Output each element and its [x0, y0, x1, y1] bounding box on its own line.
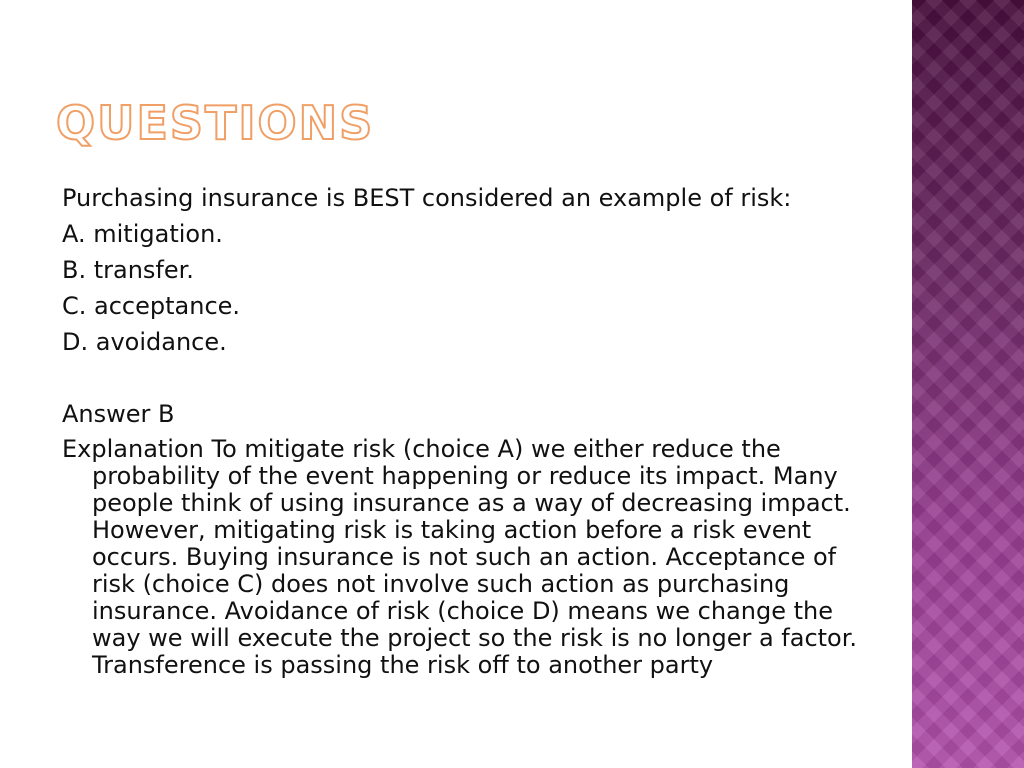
option-a: A. mitigation.: [62, 220, 223, 248]
option-d: D. avoidance.: [62, 328, 227, 356]
slide-body: [62, 180, 862, 679]
answer-text: Answer B: [62, 400, 175, 428]
decorative-side-band: [912, 0, 1024, 768]
option-b: B. transfer.: [62, 256, 194, 284]
explanation-text: Explanation To mitigate risk (choice A) we either reduce the probability of the event happening or reduce its impact. Many people think of using insurance as a way of decreasing impact. However, mitigating risk is taking action before a risk event occurs. Buying insurance is not such an action. Acceptance of risk (choice C) does not involve such action as purchasing insurance. Avoidance of risk (choice D) means we change the way we will execute the project so the risk is no longer a factor. Transference is passing the risk off to another party: [62, 435, 858, 679]
question-text: Purchasing insurance is BEST considered an example of risk:: [62, 184, 792, 212]
option-c: C. acceptance.: [62, 292, 241, 320]
spacer: [62, 360, 862, 396]
slide-title: QUESTIONS: [56, 96, 375, 150]
